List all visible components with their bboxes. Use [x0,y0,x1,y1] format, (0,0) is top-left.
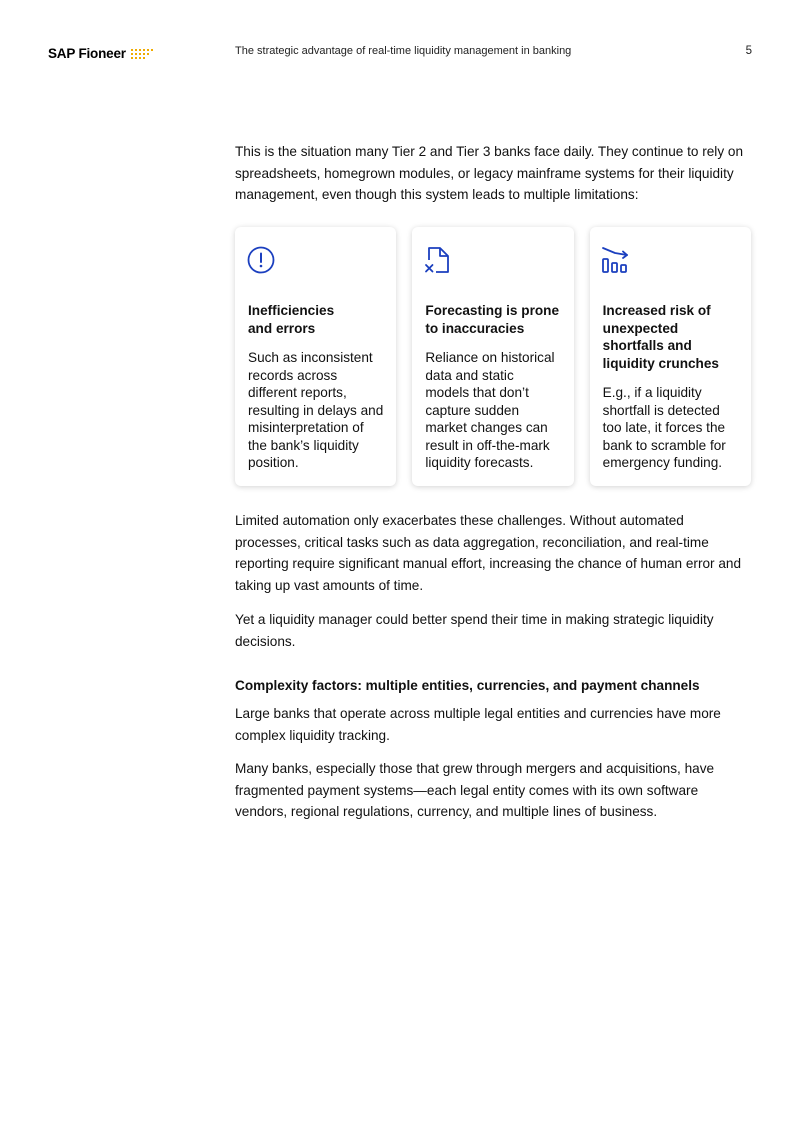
document-error-icon [423,245,453,275]
logo-dots-icon [131,48,155,60]
exclamation-circle-icon [246,245,276,275]
card-text: Such as inconsistent records across different reports, resulting in delays and misinterpretation of the bank’s liquidity position. [248,350,384,470]
card-title: Increased risk of unexpected shortfalls and liquidity crunches [602,303,719,371]
card-risk [590,227,751,486]
automation-paragraph: Limited automation only exacerbates these challenges. Without automated processes, critical tasks such as data aggregation, reconciliation, and real-time reporting require significant manual effort, increasing the chance of human error and taking up vast amounts of time. [235,513,742,593]
limitations-cards [235,227,751,486]
card-text: Reliance on historical data and static models that don’t capture sudden market changes can result in off-the-mark liquidity forecasts. [425,350,555,470]
payments-section [235,758,751,823]
strategy-section [235,609,751,652]
intro-section [235,141,751,206]
card-text: E.g., if a liquidity shortfall is detected too late, it forces the bank to scramble for emergency funding. [602,385,726,470]
automation-section [235,510,751,596]
page-number: 5 [745,45,752,57]
card-inefficiencies [235,227,396,486]
payments-paragraph: Many banks, especially those that grew through mergers and acquisitions, have fragmented payment systems—each legal entity comes with its own software vendors, regional regulations, currency, and multiple lines of business. [235,761,715,819]
card-forecasting [412,227,573,486]
card-title: Forecasting is prone to inaccuracies [425,303,560,336]
intro-paragraph: This is the situation many Tier 2 and Tier 3 banks face daily. They continue to rely on spreadsheets, homegrown modules, or legacy mainframe systems for their liquidity management, even though this system leads to multiple limitations: [235,144,744,202]
entities-paragraph: Large banks that operate across multiple legal entities and currencies have more complex liquidity tracking. [235,706,721,743]
card-title: Inefficiencies and errors [248,303,335,336]
entities-section [235,703,751,746]
complexity-heading: Complexity factors: multiple entities, currencies, and payment channels [235,678,700,693]
declining-chart-icon [601,245,631,275]
page-header [0,0,800,80]
strategy-paragraph: Yet a liquidity manager could better spend their time in making strategic liquidity decisions. [235,612,714,649]
document-title: The strategic advantage of real-time liquidity management in banking [235,45,572,57]
logo-text: SAP Fioneer [48,46,126,61]
sap-fioneer-logo [48,46,155,61]
